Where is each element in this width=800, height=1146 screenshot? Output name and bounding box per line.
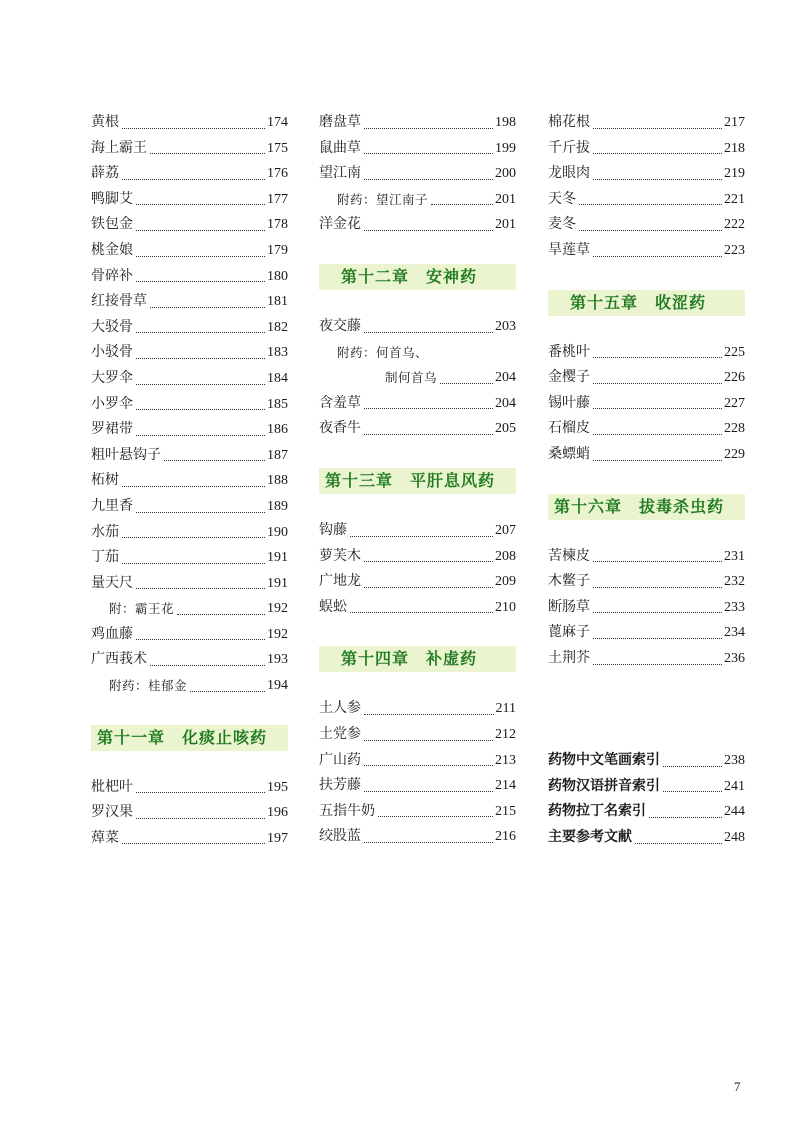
leader-dots [136,384,265,385]
entry-page: 194 [267,678,288,694]
entry-page: 226 [724,370,745,386]
entry-name: 石榴皮 [548,420,590,437]
leader-dots [136,818,265,819]
leader-dots [364,128,493,129]
entry-name: 旱莲草 [548,241,590,258]
entry-name: 黄根 [91,114,119,130]
toc-entry[interactable] [548,238,745,264]
leader-dots [136,230,265,231]
leader-dots [593,664,722,665]
entry-page: 176 [267,166,288,182]
entry-page: 201 [495,217,516,233]
leader-dots [136,435,265,436]
entry-name: 骨碎补 [91,267,133,284]
entry-name: 扶芳藤 [319,777,361,794]
chapter-heading-11[interactable]: 第十一章 化痰止咳药 [91,725,288,751]
toc-entry[interactable] [548,161,745,187]
leader-dots [364,332,493,333]
toc-entry[interactable] [319,136,516,162]
toc-entry[interactable] [548,212,745,238]
toc-entry[interactable] [91,520,288,546]
entry-name: 土荆芥 [548,649,590,666]
leader-dots [364,230,493,231]
entry-name: 大罗伞 [91,369,133,386]
entry-page: 203 [495,318,516,334]
leader-dots [164,460,265,461]
chapter-heading-12[interactable]: 第十二章 安神药 [319,264,516,290]
entry-name: 薜荔 [91,165,119,182]
leader-dots [635,843,722,844]
entry-name: 柘树 [91,472,119,489]
leader-dots [663,791,722,792]
entry-page: 183 [267,345,288,361]
entry-name: 锡叶藤 [548,394,590,411]
index-entry[interactable] [548,748,745,774]
toc-entry[interactable] [91,110,288,136]
entry-page: 207 [495,522,516,538]
toc-entry[interactable] [319,391,516,417]
entry-page: 179 [267,242,288,258]
toc-subentry[interactable] [319,187,516,213]
entry-name: 夜交藤 [319,317,361,334]
entry-page: 188 [267,473,288,489]
toc-entry[interactable] [548,340,745,366]
chapter-heading-14[interactable]: 第十四章 补虚药 [319,646,516,672]
toc-entry[interactable] [91,417,288,443]
entry-name: 大驳骨 [91,318,133,335]
leader-dots [364,153,493,154]
entry-name: 麦冬 [548,216,576,233]
toc-entry[interactable] [319,595,516,621]
toc-subentry[interactable] [91,673,288,699]
entry-page: 182 [267,319,288,335]
toc-entry[interactable] [91,775,288,801]
toc-entry[interactable] [548,620,745,646]
entry-name: 洋金花 [319,216,361,233]
toc-entry[interactable] [91,161,288,187]
entry-name: 药物拉丁名索引 [548,803,646,820]
entry-name: 小驳骨 [91,344,133,361]
leader-dots [122,486,265,487]
toc-entry[interactable] [548,544,745,570]
leader-dots [150,665,265,666]
entry-name: 番桃叶 [548,343,590,360]
entry-page: 200 [495,166,516,182]
entry-page: 221 [724,191,745,207]
toc-entry[interactable] [319,544,516,570]
chapter-heading-13[interactable]: 第十三章 平肝息风药 [319,468,516,494]
entry-name: 九里香 [91,497,133,514]
entry-name: 夜香牛 [319,420,361,437]
entry-page: 211 [495,701,516,717]
entry-name: 蔊菜 [91,829,119,846]
entry-page: 186 [267,422,288,438]
entry-name: 千斤拔 [548,139,590,156]
leader-dots [122,128,265,129]
leader-dots [364,791,493,792]
entry-page: 223 [724,242,745,258]
leader-dots [593,561,722,562]
entry-page: 192 [267,601,288,617]
leader-dots [593,179,722,180]
leader-dots [136,358,265,359]
toc-entry[interactable] [548,391,745,417]
entry-name: 附药：何首乌、 [337,344,429,360]
leader-dots [593,357,722,358]
entry-page: 199 [495,140,516,156]
entry-page: 189 [267,498,288,514]
leader-dots [593,587,722,588]
entry-page: 191 [267,575,288,591]
entry-page: 210 [495,599,516,615]
toc-entry[interactable] [548,187,745,213]
toc-column-2 [319,110,516,850]
toc-subentry[interactable] [91,596,288,622]
entry-page: 238 [724,753,745,769]
entry-name: 桑螵蛸 [548,445,590,462]
toc-entry[interactable] [319,212,516,238]
toc-entry[interactable] [91,212,288,238]
leader-dots [364,561,493,562]
entry-name: 蓖麻子 [548,624,590,641]
leader-dots [593,638,722,639]
toc-entry[interactable] [91,264,288,290]
leader-dots [122,563,265,564]
toc-entry[interactable] [319,748,516,774]
entry-page: 180 [267,268,288,284]
toc-entry[interactable] [548,136,745,162]
entry-name: 广西莪术 [91,651,147,668]
entry-name: 罗汉果 [91,804,133,821]
toc-subentry[interactable] [319,340,516,366]
entry-page: 192 [267,626,288,642]
toc-column-3 [548,110,745,851]
entry-name: 棉花根 [548,114,590,130]
entry-page: 218 [724,140,745,156]
entry-page: 244 [724,804,745,820]
toc-entry[interactable] [91,187,288,213]
entry-name: 附：霸王花 [109,601,175,617]
entry-name: 土党参 [319,725,361,742]
entry-name: 磨盘草 [319,114,361,130]
toc-entry[interactable] [91,622,288,648]
toc-entry[interactable] [91,238,288,264]
leader-dots [593,153,722,154]
toc-entry[interactable] [548,442,745,468]
entry-name: 含羞草 [319,394,361,411]
entry-page: 191 [267,550,288,566]
toc-entry[interactable] [319,110,516,136]
leader-dots [593,256,722,257]
entry-page: 185 [267,396,288,412]
toc-entry[interactable] [91,494,288,520]
entry-page: 209 [495,574,516,590]
entry-page: 201 [495,191,516,207]
leader-dots [122,537,265,538]
leader-dots [364,434,493,435]
entry-page: 229 [724,446,745,462]
entry-name: 金樱子 [548,369,590,386]
leader-dots [663,766,722,767]
index-entry[interactable] [548,774,745,800]
entry-name: 量天尺 [91,574,133,591]
entry-name: 丁茄 [91,549,119,566]
entry-name: 钩藤 [319,521,347,538]
toc-entry[interactable] [91,826,288,852]
entry-page: 197 [267,830,288,846]
entry-page: 241 [724,778,745,794]
toc-entry[interactable] [319,696,516,722]
leader-dots [593,434,722,435]
entry-page: 181 [267,294,288,310]
leader-dots [579,230,722,231]
entry-name: 广地龙 [319,573,361,590]
leader-dots [122,843,265,844]
toc-entry[interactable] [319,518,516,544]
entry-page: 248 [724,830,745,846]
entry-page: 193 [267,652,288,668]
toc-entry[interactable] [319,722,516,748]
entry-page: 187 [267,447,288,463]
entry-name: 广山药 [319,751,361,768]
entry-page: 196 [267,805,288,821]
toc-entry[interactable] [548,416,745,442]
leader-dots [593,383,722,384]
entry-page: 208 [495,548,516,564]
toc-entry[interactable] [91,443,288,469]
leader-dots [136,792,265,793]
toc-entry[interactable] [91,315,288,341]
toc-entry[interactable] [319,161,516,187]
toc-entry[interactable] [548,110,745,136]
entry-name: 蜈蚣 [319,598,347,615]
entry-name: 鸡血藤 [91,625,133,642]
chapter-heading-15[interactable]: 第十五章 收涩药 [548,290,745,316]
toc-entry[interactable] [319,824,516,850]
entry-name: 桃金娘 [91,241,133,258]
toc-column-1 [91,110,288,851]
entry-name: 断肠草 [548,598,590,615]
leader-dots [593,460,722,461]
entry-name: 主要参考文献 [548,829,632,846]
leader-dots [364,179,493,180]
entry-page: 236 [724,650,745,666]
leader-dots [593,612,722,613]
entry-page: 232 [724,574,745,590]
entry-name: 小罗伞 [91,395,133,412]
leader-dots [364,740,493,741]
entry-name: 萝芙木 [319,547,361,564]
leader-dots [136,409,265,410]
leader-dots [364,714,494,715]
entry-page: 215 [495,803,516,819]
entry-page: 227 [724,395,745,411]
entry-page: 198 [495,115,516,130]
entry-page: 204 [495,370,516,386]
leader-dots [593,408,722,409]
entry-page: 212 [495,726,516,742]
toc-entry[interactable] [91,340,288,366]
entry-page: 174 [267,115,288,130]
leader-dots [350,612,493,613]
entry-name: 药物中文笔画索引 [548,752,660,769]
toc-entry[interactable] [548,569,745,595]
entry-name: 枇杷叶 [91,778,133,795]
toc-subentry[interactable] [319,365,516,391]
entry-name: 鸭脚艾 [91,190,133,207]
entry-page: 178 [267,217,288,233]
toc-entry[interactable] [91,647,288,673]
entry-page: 205 [495,421,516,437]
entry-name: 海上霸王 [91,139,147,156]
entry-page: 217 [724,115,745,130]
entry-name: 铁包金 [91,216,133,233]
leader-dots [136,256,265,257]
toc-entry[interactable] [319,773,516,799]
entry-page: 233 [724,599,745,615]
toc-entry[interactable] [319,416,516,442]
chapter-heading-16[interactable]: 第十六章 拔毒杀虫药 [548,494,745,520]
toc-entry[interactable] [91,800,288,826]
toc-entry[interactable] [548,646,745,672]
entry-name: 制何首乌 [385,370,438,386]
entry-name: 望江南 [319,165,361,182]
entry-name: 鼠曲草 [319,139,361,156]
toc-entry[interactable] [91,545,288,571]
entry-name: 土人参 [319,700,361,717]
leader-dots [364,408,493,409]
entry-name: 附药：望江南子 [337,191,429,207]
leader-dots [593,128,722,129]
entry-name: 苦楝皮 [548,547,590,564]
entry-page: 231 [724,548,745,564]
leader-dots [150,307,265,308]
entry-name: 药物汉语拼音索引 [548,777,660,794]
leader-dots [431,204,493,205]
toc-entry[interactable] [91,289,288,315]
entry-name: 水茄 [91,523,119,540]
leader-dots [177,614,265,615]
leader-dots [150,153,265,154]
toc-entry[interactable] [91,136,288,162]
index-entry[interactable] [548,799,745,825]
index-entry[interactable] [548,825,745,851]
leader-dots [649,817,722,818]
entry-page: 234 [724,625,745,641]
entry-page: 216 [495,829,516,845]
entry-name: 粗叶悬钩子 [91,446,161,463]
entry-name: 五指牛奶 [319,802,375,819]
leader-dots [350,536,493,537]
leader-dots [136,588,265,589]
leader-dots [579,204,722,205]
entry-page: 225 [724,344,745,360]
entry-name: 罗裙带 [91,421,133,438]
leader-dots [378,816,493,817]
leader-dots [364,765,493,766]
entry-page: 184 [267,370,288,386]
entry-page: 190 [267,524,288,540]
entry-page: 177 [267,191,288,207]
toc-entry[interactable] [548,365,745,391]
leader-dots [136,639,265,640]
entry-name: 天冬 [548,190,576,207]
toc-entry[interactable] [91,366,288,392]
leader-dots [136,332,265,333]
leader-dots [364,587,493,588]
leader-dots [136,204,265,205]
entry-page: 195 [267,779,288,795]
toc-entry[interactable] [319,314,516,340]
entry-page: 228 [724,421,745,437]
entry-page: 219 [724,166,745,182]
entry-name: 附药：桂郁金 [109,678,188,694]
entry-page: 175 [267,140,288,156]
entry-name: 红接骨草 [91,293,147,310]
leader-dots [136,281,265,282]
entry-page: 204 [495,395,516,411]
leader-dots [364,842,493,843]
entry-page: 214 [495,778,516,794]
entry-name: 木鳖子 [548,573,590,590]
toc-entry[interactable] [319,569,516,595]
toc-entry[interactable] [91,571,288,597]
toc-entry[interactable] [91,468,288,494]
leader-dots [190,691,265,692]
leader-dots [136,512,265,513]
page-number: 7 [734,1079,741,1094]
toc-entry[interactable] [548,595,745,621]
leader-dots [440,383,493,384]
leader-dots [122,179,265,180]
entry-page: 222 [724,217,745,233]
toc-entry[interactable] [319,799,516,825]
entry-name: 绞股蓝 [319,828,361,845]
entry-page: 213 [495,752,516,768]
entry-name: 龙眼肉 [548,165,590,182]
toc-entry[interactable] [91,392,288,418]
